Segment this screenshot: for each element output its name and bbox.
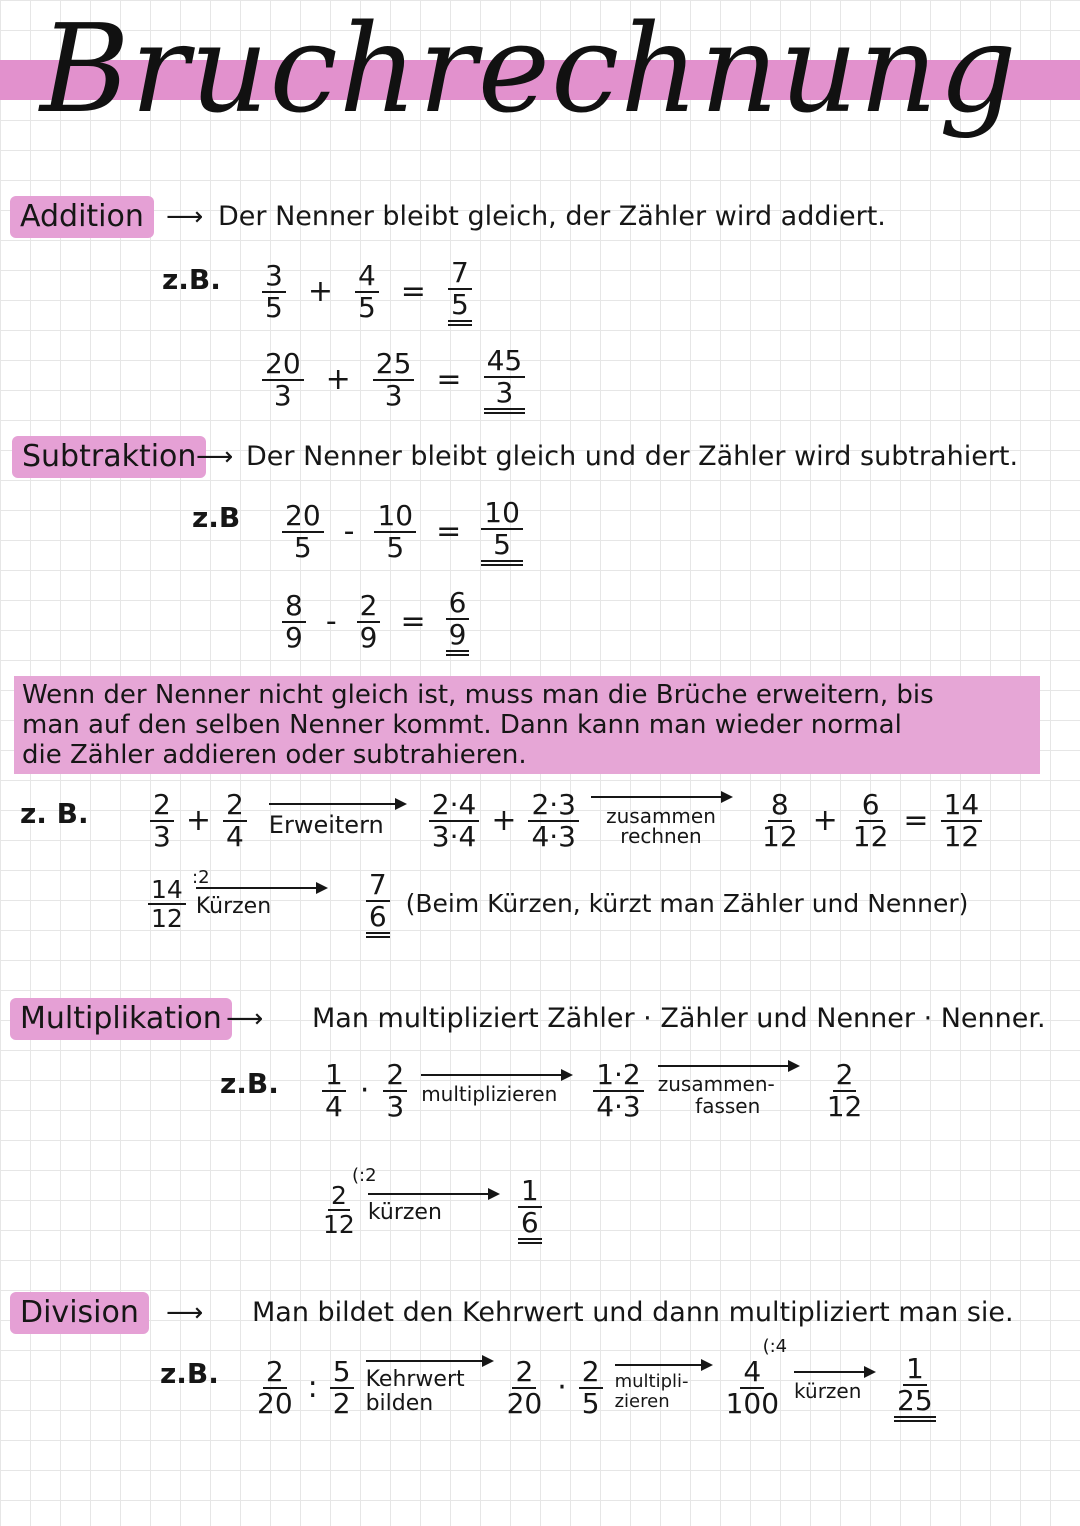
- fraction: $\frac{10}{5}$: [374, 501, 416, 563]
- subtraction-label: Subtraktion: [12, 436, 206, 478]
- addition-label: Addition: [10, 196, 154, 238]
- arrow-icon: ⟶: [226, 1004, 264, 1034]
- fraction: $\frac{2}{12}$: [323, 1181, 355, 1239]
- arrow-icon: [366, 1360, 492, 1416]
- step-label: bilden: [365, 1391, 434, 1416]
- operator: :: [307, 1370, 318, 1405]
- step-label: zieren: [614, 1391, 670, 1412]
- arrow-icon: [658, 1065, 798, 1117]
- arrow-icon: [794, 1371, 874, 1405]
- step-label: Erweitern: [268, 811, 384, 839]
- arrow-icon: [196, 887, 326, 921]
- result-fraction: $\frac{1}{6}$: [518, 1176, 542, 1244]
- fraction-wrapper: [148, 867, 210, 933]
- fraction-wrapper: [320, 1165, 377, 1239]
- equals-sign: =: [436, 362, 462, 397]
- fraction: $\frac{2}{5}$: [579, 1357, 603, 1419]
- fraction: $\frac{2}{12}$: [826, 1058, 863, 1123]
- example-prefix: z.B.: [220, 1067, 279, 1100]
- fraction: $\frac{2}{4}$: [223, 790, 247, 852]
- result-fraction: $\frac{1}{25}$: [894, 1354, 936, 1422]
- step-label: zusammen-: [657, 1072, 775, 1096]
- step-label: Kehrwert: [365, 1367, 465, 1392]
- fraction: $\frac{2}{9}$: [357, 591, 381, 653]
- step-label: kürzen: [794, 1379, 862, 1403]
- fraction: $\frac{8}{9}$: [282, 591, 306, 653]
- divisor-note: :2: [192, 867, 210, 888]
- example-prefix: z.B.: [160, 1357, 219, 1390]
- arrow-icon: ⟶: [166, 1298, 204, 1328]
- operator: -: [325, 604, 337, 639]
- arrow-icon: [421, 1074, 571, 1108]
- fraction: $\frac{5}{2}$: [330, 1357, 354, 1419]
- note-highlight: [14, 676, 1040, 774]
- operator: ·: [557, 1370, 567, 1405]
- fraction: $\frac{3}{5}$: [262, 261, 286, 323]
- multiplication-reduce-row: [320, 1165, 542, 1244]
- step-label: Kürzen: [195, 894, 272, 919]
- operator: -: [343, 514, 355, 549]
- divisor-note: (:4: [762, 1336, 788, 1357]
- page-title: Bruchrechnung: [40, 0, 1018, 140]
- division-rule: Man bildet den Kehrwert und dann multipliziert man sie.: [252, 1297, 1014, 1328]
- example-prefix: z. B.: [20, 797, 89, 830]
- operator: +: [812, 803, 838, 838]
- multiplication-rule: Man multipliziert Zähler · Zähler und Nenner · Nenner.: [312, 1003, 1046, 1034]
- addition-example-2: [262, 346, 525, 414]
- subtraction-rule: Der Nenner bleibt gleich und der Zähler wird subtrahiert.: [246, 441, 1019, 472]
- fraction: $\frac{2}{20}$: [506, 1355, 543, 1420]
- equals-sign: =: [436, 514, 462, 549]
- subtraction-example-2: [282, 588, 469, 656]
- addition-example-1: [262, 258, 472, 326]
- equals-sign: =: [400, 604, 426, 639]
- note-line: man auf den selben Nenner kommt. Dann kann man wieder normal: [22, 710, 902, 740]
- operator: +: [491, 803, 517, 838]
- multiplication-example-row: [322, 1060, 865, 1122]
- fraction: $\frac{2\cdot 3}{4\cdot 3}$: [528, 790, 579, 852]
- fraction: $\frac{14}{12}$: [148, 876, 186, 932]
- fraction: $\frac{2}{3}$: [383, 1060, 407, 1122]
- step-label: fassen: [695, 1094, 761, 1118]
- step-label: kürzen: [367, 1200, 442, 1225]
- note-line: die Zähler addieren oder subtrahieren.: [22, 740, 527, 770]
- fraction: $\frac{20}{5}$: [282, 501, 324, 563]
- addition-rule: Der Nenner bleibt gleich, der Zähler wird addiert.: [218, 201, 886, 232]
- fraction: $\frac{25}{3}$: [373, 349, 415, 411]
- fraction-wrapper: [723, 1336, 788, 1420]
- arrow-icon: ⟶: [196, 442, 234, 472]
- example-prefix: z.B.: [162, 263, 221, 296]
- multiplication-label: Multiplikation: [10, 998, 232, 1040]
- fraction: $\frac{14}{12}$: [941, 790, 983, 852]
- step-label: zusammen: [606, 804, 716, 828]
- arrow-icon: [615, 1364, 711, 1412]
- division-label: Division: [10, 1292, 149, 1334]
- reduce-note: (Beim Kürzen, kürzt man Zähler und Nenner): [405, 889, 969, 918]
- result-fraction: $\frac{6}{9}$: [446, 588, 470, 656]
- result-fraction: $\frac{45}{3}$: [484, 346, 526, 414]
- example-prefix: z.B: [192, 501, 241, 534]
- fraction: $\frac{4}{5}$: [355, 261, 379, 323]
- operator: ·: [359, 1073, 370, 1108]
- fraction: $\frac{6}{12}$: [852, 788, 889, 853]
- result-fraction: $\frac{10}{5}$: [481, 498, 523, 566]
- step-label: rechnen: [620, 824, 702, 848]
- division-example-row: [254, 1336, 936, 1422]
- equals-sign: =: [400, 274, 426, 309]
- operator: +: [185, 803, 211, 838]
- operator: +: [307, 274, 333, 309]
- equals-sign: =: [903, 803, 929, 838]
- subtraction-example-1: [282, 498, 523, 566]
- reduce-example-row: [148, 867, 969, 938]
- fraction: $\frac{4}{100}$: [725, 1355, 780, 1420]
- fraction: $\frac{2}{3}$: [150, 790, 174, 852]
- arrow-icon: ⟶: [166, 202, 204, 232]
- arrow-icon: [591, 796, 731, 846]
- note-line: Wenn der Nenner nicht gleich ist, muss man die Brüche erweitern, bis: [22, 680, 934, 710]
- step-label: multipli-: [614, 1371, 689, 1392]
- arrow-icon: [368, 1193, 498, 1227]
- fraction: $\frac{8}{12}$: [762, 788, 798, 853]
- fraction: $\frac{1}{4}$: [322, 1060, 346, 1122]
- fraction: $\frac{20}{3}$: [262, 349, 304, 411]
- result-fraction: $\frac{7}{5}$: [448, 258, 472, 326]
- operator: +: [325, 362, 351, 397]
- result-fraction: $\frac{7}{6}$: [366, 870, 390, 938]
- step-label: multiplizieren: [421, 1082, 558, 1106]
- fraction: $\frac{1\cdot 2}{4\cdot 3}$: [593, 1060, 644, 1122]
- divisor-note: (:2: [352, 1165, 377, 1186]
- expand-example-row: [150, 790, 982, 852]
- arrow-icon: [269, 803, 405, 839]
- fraction: $\frac{2\cdot 4}{3\cdot 4}$: [429, 790, 480, 852]
- fraction: $\frac{2}{20}$: [257, 1355, 293, 1420]
